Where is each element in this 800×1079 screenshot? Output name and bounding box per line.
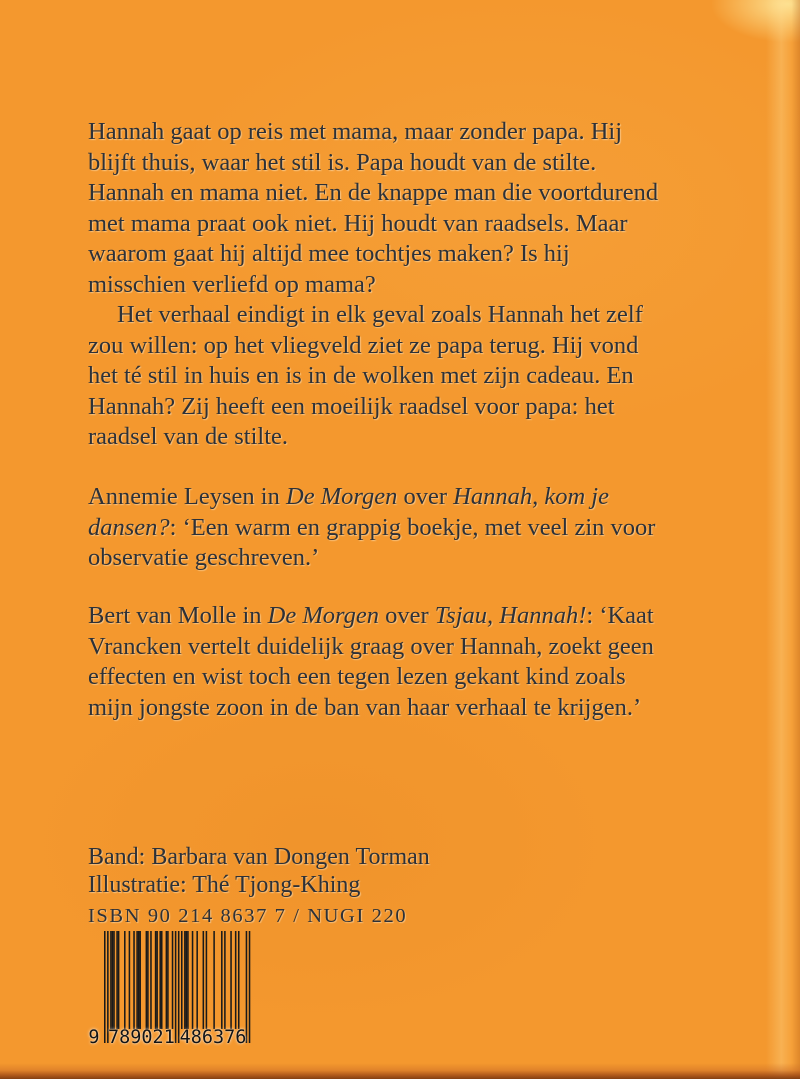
cover-bottom-edge-shadow <box>0 1063 800 1079</box>
book-title-1: Hannah, kom je dansen? <box>88 483 609 541</box>
barcode-digits-right-group: 486376 <box>179 1027 247 1048</box>
synopsis-paragraph-2: Het verhaal eindigt in elk geval zoals Hannah het zelf zou willen: op het vliegveld ziet ze papa terug. Hij vond het té stil in huis en is in de wolken met zijn cadeau. En Hannah? Zij heeft een moeilijk raadsel voor papa: het raadsel van de stilte. <box>88 301 643 450</box>
cover-right-edge-sheen <box>766 0 800 1079</box>
review-quote-1 <box>88 482 670 574</box>
reviewer-name-2: Bert van Molle in <box>88 602 268 629</box>
isbn-nugi-line: ISBN 90 214 8637 7 / NUGI 220 <box>88 905 408 927</box>
review-connector-1: over <box>397 483 454 510</box>
credits-block <box>88 844 430 931</box>
publication-title-1: De Morgen <box>286 483 398 510</box>
review-quote-2 <box>88 601 670 723</box>
review-text-2: ‘Kaat Vrancken vertelt duidelijk graag over Hannah, zoekt geen effecten en wist toch een tegen lezen gekant kind zoals mijn jongste zoon in de ban van haar verhaal te krijgen.’ <box>88 602 654 721</box>
review-text-1: ‘Een warm en grappig boekje, met veel zin voor observatie geschreven.’ <box>88 513 656 571</box>
ean13-barcode <box>86 931 258 1051</box>
review-colon-2: : <box>586 602 600 629</box>
review-connector-2: over <box>379 602 435 629</box>
publication-title-2: De Morgen <box>267 602 379 629</box>
barcode-digits-left-group: 789021 <box>108 1027 175 1048</box>
reviewer-name-1: Annemie Leysen in <box>88 483 286 510</box>
synopsis-paragraph-1: Hannah gaat op reis met mama, maar zonder papa. Hij blijft thuis, waar het stil is. Papa houdt van de stilte. Hannah en mama niet. En de knappe man die voortdurend met mama praat ook niet. Hij houdt van raadsels. Maar waarom gaat hij altijd mee tochtjes maken? Is hij misschien verliefd op mama? <box>88 118 659 298</box>
illustration-credit: Illustratie: Thé Tjong-Khing <box>88 871 361 898</box>
review-colon-1: : <box>169 513 183 541</box>
binding-credit: Band: Barbara van Dongen Torman <box>88 844 430 870</box>
synopsis <box>88 117 670 453</box>
book-title-2: Tsjau, Hannah! <box>434 602 587 629</box>
barcode-digit-first: 9 <box>88 1027 100 1048</box>
